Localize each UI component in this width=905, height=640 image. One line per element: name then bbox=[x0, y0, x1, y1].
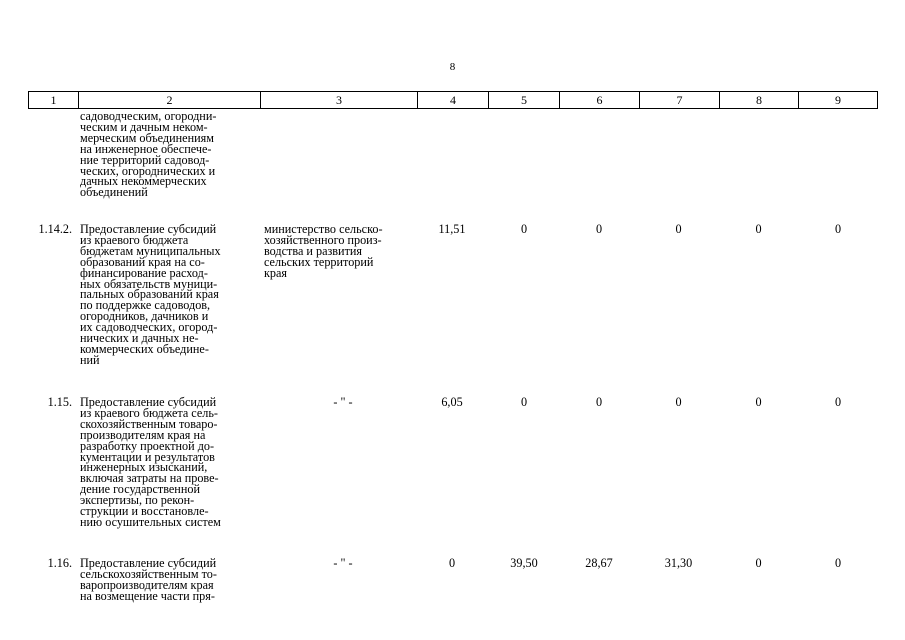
row-value-col6: 0 bbox=[595, 222, 603, 236]
program-table bbox=[28, 91, 878, 603]
row-number: 1.15. bbox=[47, 395, 72, 409]
row-executor: министерство сельско- хозяйственного произ- водства и развития сельских территорий края bbox=[264, 222, 383, 280]
row-value-col5: 0 bbox=[520, 222, 528, 236]
row-activity: Предоставление субсидий из краевого бюджета бюджетам муниципальных образований края на со- финансирование расход- ных обязательств муници- пальных образований края по поддержке садоводов, огородников, дачников и их садоводческих, огород- нических и дачных не- коммерческих объедине- ний bbox=[80, 222, 221, 367]
row-value-col6: 28,67 bbox=[585, 556, 613, 570]
header-col-2: 2 bbox=[79, 92, 261, 108]
row-executor: - " - bbox=[333, 395, 353, 409]
row-value-col7: 0 bbox=[675, 395, 682, 409]
row-value-col7: 31,30 bbox=[664, 556, 693, 570]
header-col-5: 5 bbox=[489, 92, 560, 108]
continuation-text: садоводческим, огородни- ческим и дачным неком- мерческим объединениям на инженерное обеспече- ние территорий садовод- ческих, огороднических и дачных некоммерческих объединений bbox=[80, 109, 217, 200]
row-value-col4: 6,05 bbox=[441, 395, 463, 409]
row-value-col8: 0 bbox=[755, 556, 762, 570]
header-col-9: 9 bbox=[835, 93, 841, 107]
row-value-col9: 0 bbox=[834, 222, 842, 236]
row-value-col4: 0 bbox=[448, 556, 456, 570]
row-value-col9: 0 bbox=[834, 556, 842, 570]
header-col-6: 6 bbox=[560, 92, 640, 108]
row-activity: Предоставление субсидий сельскохозяйственным то- варопроизводителям края на возмещение части пря- bbox=[80, 556, 217, 603]
row-number: 1.14.2. bbox=[38, 222, 72, 236]
row-value-col8: 0 bbox=[755, 395, 762, 409]
row-value-col5: 39,50 bbox=[510, 556, 538, 570]
header-col-7: 7 bbox=[640, 92, 720, 108]
row-number: 1.16. bbox=[47, 556, 72, 570]
header-col-3: 3 bbox=[261, 92, 418, 108]
header-col-1: 1 bbox=[29, 92, 79, 108]
row-executor: - " - bbox=[333, 556, 353, 570]
row-value-col7: 0 bbox=[675, 222, 682, 236]
row-value-col8: 0 bbox=[755, 222, 762, 236]
row-value-col4: 11,51 bbox=[438, 222, 466, 236]
column-number-header bbox=[28, 91, 878, 109]
page-number: 8 bbox=[449, 61, 456, 73]
row-value-col5: 0 bbox=[520, 395, 528, 409]
header-col-4: 4 bbox=[418, 92, 489, 108]
row-value-col6: 0 bbox=[595, 395, 603, 409]
row-activity: Предоставление субсидий из краевого бюджета сель- скохозяйственным товаро- производителям края на разработку проектной до- кументации и результатов инженерных изысканий, включая затраты на прове- дение государственной экспертизы, по рекон- струкции и восстановле- нию осушительных систем bbox=[80, 395, 221, 529]
header-col-8: 8 bbox=[720, 92, 799, 108]
row-value-col9: 0 bbox=[834, 395, 842, 409]
